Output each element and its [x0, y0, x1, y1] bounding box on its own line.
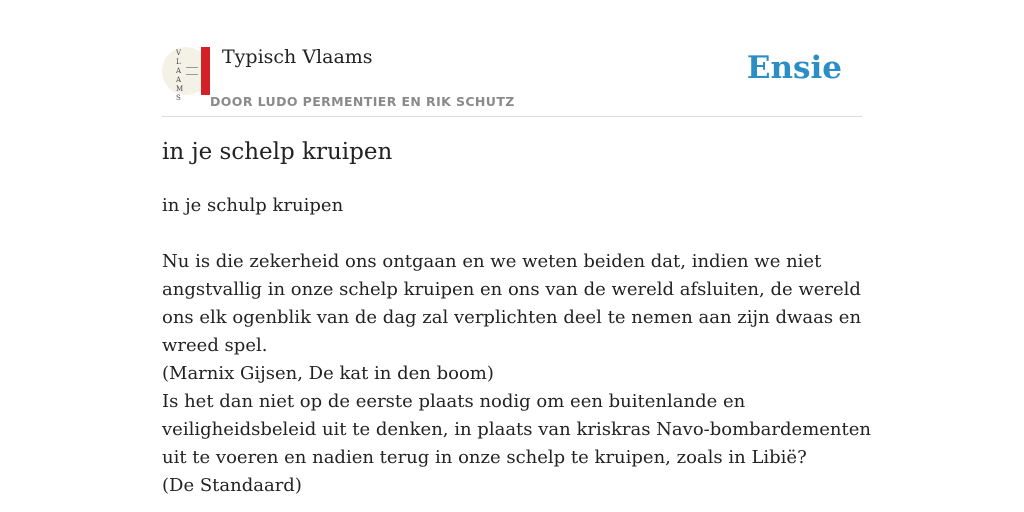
author-byline: DOOR LUDO PERMENTIER EN RIK SCHUTZ — [210, 94, 515, 109]
book-title-link[interactable]: Typisch Vlaams — [222, 46, 373, 68]
paragraph-spacer — [162, 220, 872, 248]
quote-text: Is het dan niet op de eerste plaats nodig om een buitenlande en veiligheidsbeleid uit te denken, in plaats van kriskras Navo-bombardementen uit te voeren en nadien terug in onze schelp te kruipen, zoals in Libië? — [162, 391, 871, 468]
cover-letters: V L A A M S — [176, 49, 184, 102]
cover-stripe — [201, 47, 210, 95]
entry-content — [162, 192, 872, 500]
quote-text: Nu is die zekerheid ons ontgaan en we weten beiden dat, indien we niet angstvallig in onze schelp kruipen en ons van de wereld afsluiten, de wereld ons elk ogenblik van de dag zal verplichten deel te nemen aan zijn dwaas en wreed spel. — [162, 251, 862, 356]
site-header — [162, 0, 862, 117]
book-cover-thumbnail[interactable] — [162, 47, 210, 102]
entry-variant: in je schulp kruipen — [162, 195, 344, 216]
ensie-logo[interactable]: Ensie — [746, 50, 842, 86]
quote-source: (Marnix Gijsen, De kat in den boom) — [162, 363, 494, 384]
entry-title: in je schelp kruipen — [162, 139, 393, 165]
cover-rule — [186, 67, 198, 75]
quote-source: (De Standaard) — [162, 475, 302, 496]
